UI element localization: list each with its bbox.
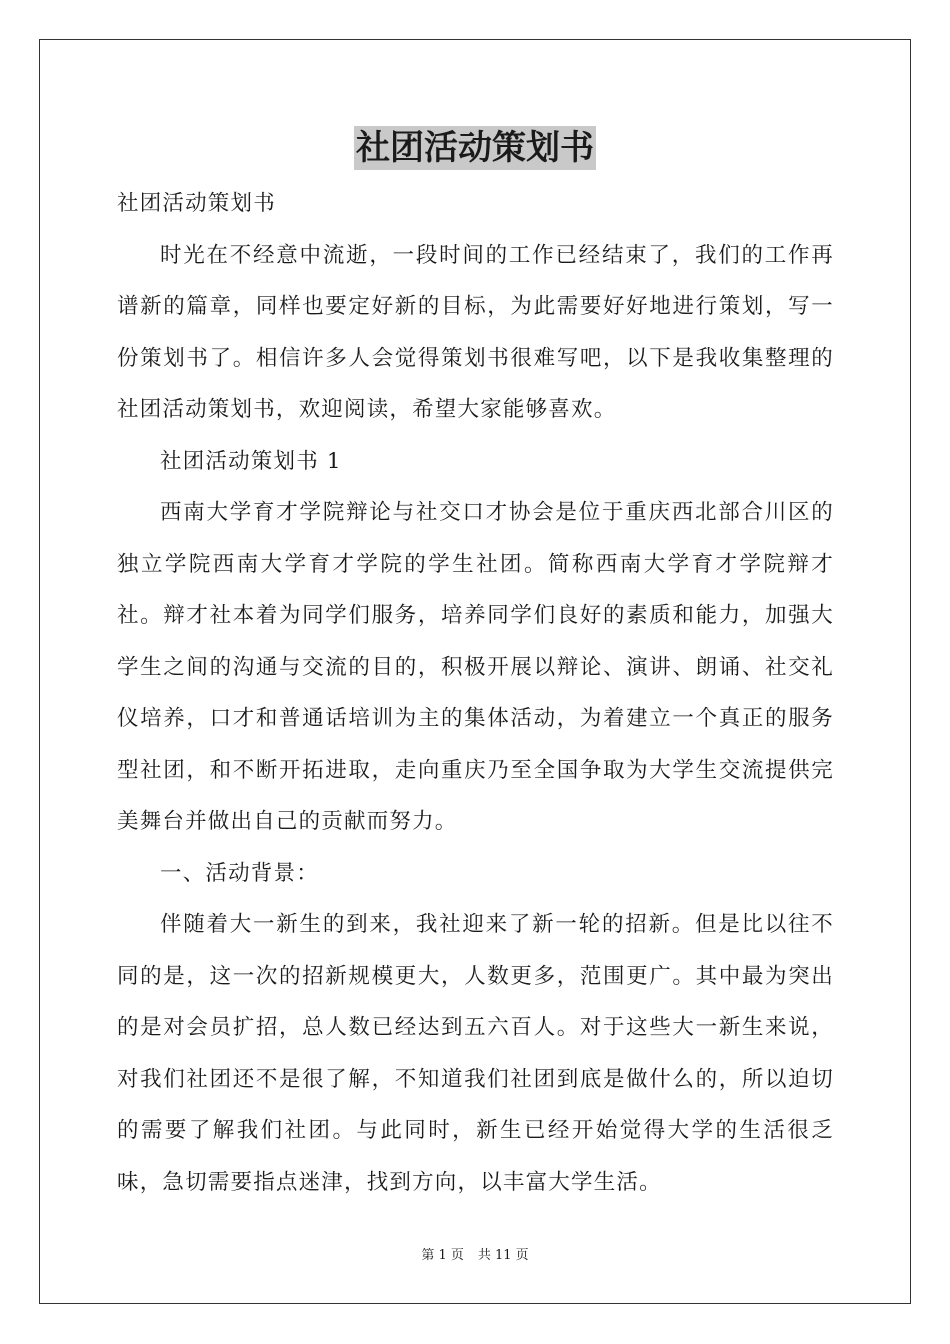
background-heading: 一、活动背景： [160,860,319,886]
document-title-text: 社团活动策划书 [356,128,594,168]
subtitle-paragraph: 社团活动策划书 [117,191,276,216]
document-title [0,126,950,170]
intro-paragraph: 时光在不经意中流逝，一段时间的工作已经结束了，我们的工作再谱新的篇章，同样也要定好新的目标，为此需要好好地进行策划，写一份策划书了。相信许多人会觉得策划书很难写吧，以下是我收集整理的社团活动策划书，欢迎阅读，希望大家能够喜欢。 [117,242,834,422]
page-footer [0,1247,950,1265]
page-number: 第 1 页 [421,1248,464,1263]
document-body [117,178,834,1208]
club-description-paragraph: 西南大学育才学院辩论与社交口才协会是位于重庆西北部合川区的独立学院西南大学育才学院的学生社团。简称西南大学育才学院辩才社。辩才社本着为同学们服务，培养同学们良好的素质和能力，加强大学生之间的沟通与交流的目的，积极开展以辩论、演讲、朗诵、社交礼仪培养，口才和普通话培训为主的集体活动，为着建立一个真正的服务型社团，和不断开拓进取，走向重庆乃至全国争取为大学生交流提供完美舞台并做出自己的贡献而努力。 [117,500,834,834]
section-heading-1: 社团活动策划书 1 [160,448,342,474]
background-paragraph: 伴随着大一新生的到来，我社迎来了新一轮的招新。但是比以往不同的是，这一次的招新规模更大，人数更多，范围更广。其中最为突出的是对会员扩招，总人数已经达到五六百人。对于这些大一新生来说，对我们社团还不是很了解，不知道我们社团到底是做什么的，所以迫切的需要了解我们社团。与此同时，新生已经开始觉得大学的生活很乏味，急切需要指点迷津，找到方向，以丰富大学生活。 [117,912,834,1195]
total-pages: 共 11 页 [477,1248,529,1263]
